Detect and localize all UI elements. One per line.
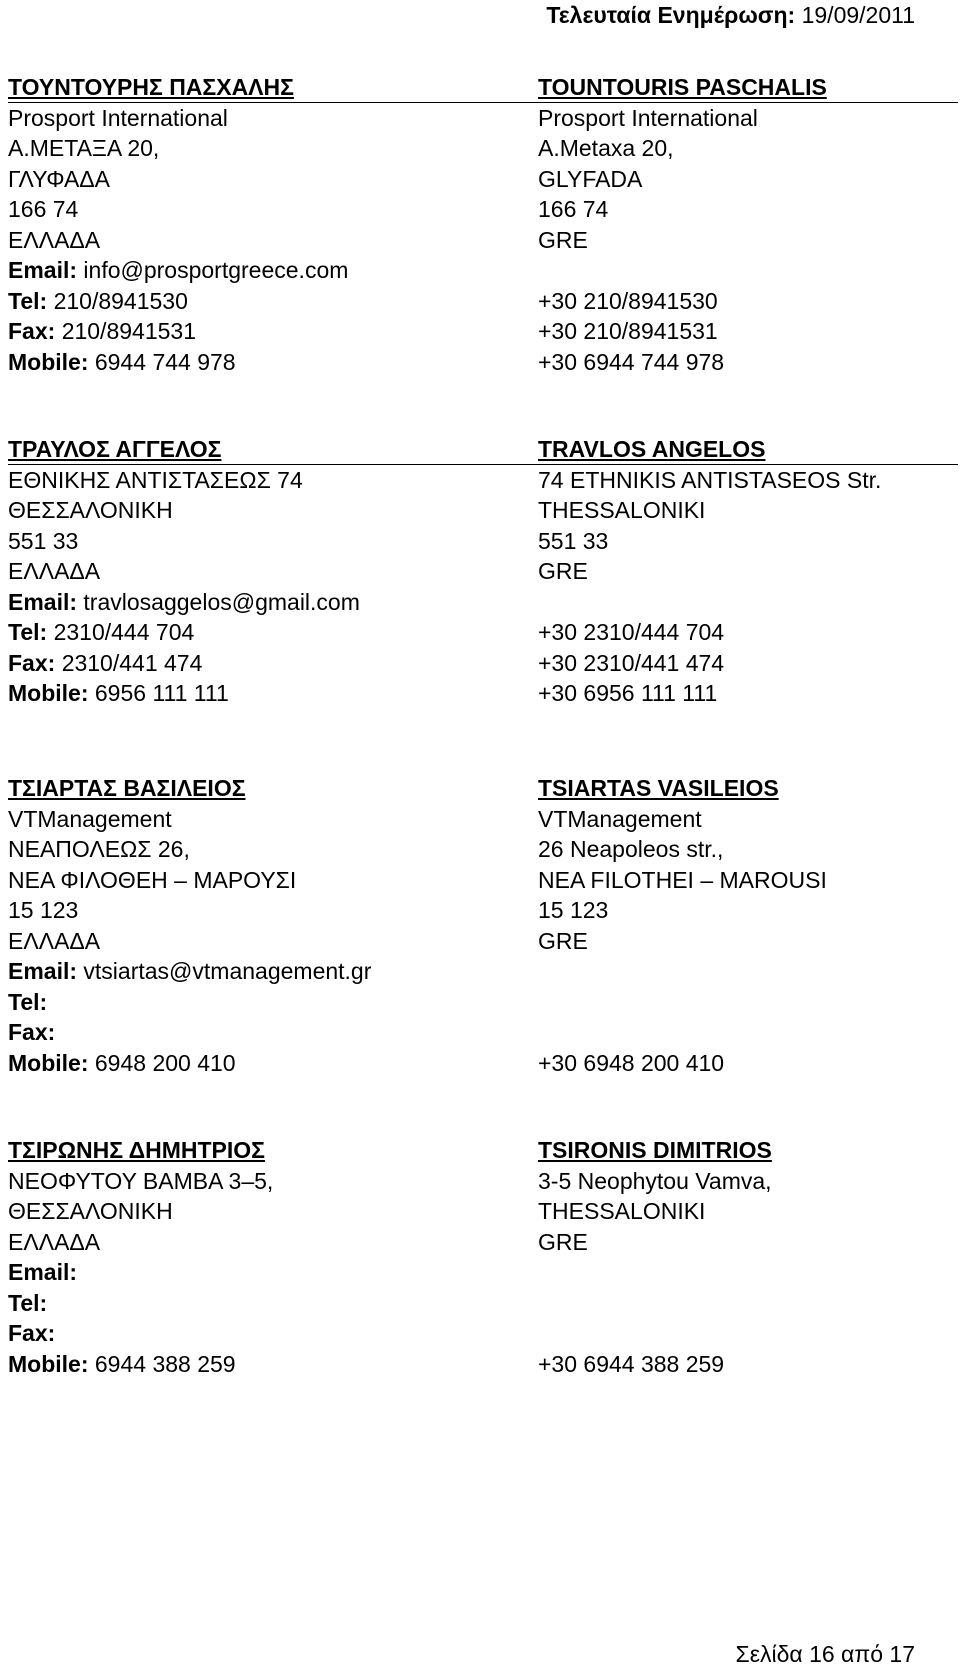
fax-value: 210/8941531 <box>61 318 196 344</box>
contact-name-row <box>8 1135 958 1166</box>
fax-label: Fax: <box>8 649 56 676</box>
fax-intl: +30 2310/441 474 <box>538 649 725 676</box>
mobile-value: 6956 111 111 <box>94 680 229 706</box>
mobile-intl: +30 6944 388 259 <box>538 1350 725 1377</box>
company-latin: Prosport International <box>538 104 758 131</box>
street-greek: ΕΘΝΙΚΗΣ ΑΝΤΙΣΤΑΣΕΩΣ 74 <box>8 466 303 493</box>
country-greek: ΕΛΛΑΔΑ <box>8 927 101 954</box>
mobile-value: 6948 200 410 <box>94 1049 236 1076</box>
country-greek: ΕΛΛΑΔΑ <box>8 1228 101 1255</box>
city-latin: NEA FILOTHEI – MAROUSI <box>538 866 827 893</box>
street-greek: ΝΕΑΠΟΛΕΩΣ 26, <box>8 836 190 862</box>
zip-row <box>8 895 958 926</box>
contact-entry <box>8 773 958 1078</box>
mobile-row <box>8 1048 958 1079</box>
mobile-row <box>8 678 958 709</box>
company-row <box>8 804 958 835</box>
name-latin: TSIRONIS DIMITRIOS <box>538 1137 772 1163</box>
street-latin: 26 Neapoleos str., <box>538 836 724 862</box>
contact-name-row <box>8 773 958 804</box>
email-row <box>8 255 958 286</box>
zip-greek: 166 74 <box>8 196 79 222</box>
email-row <box>8 587 958 618</box>
zip-greek: 551 33 <box>8 527 79 554</box>
name-greek: ΤΟΥΝΤΟΥΡΗΣ ΠΑΣΧΑΛΗΣ <box>8 74 294 100</box>
contact-entry <box>8 434 958 709</box>
zip-latin: 551 33 <box>538 527 609 554</box>
street-greek: ΝΕΟΦΥΤΟΥ ΒΑΜΒΑ 3–5, <box>8 1167 274 1194</box>
last-update-label: Τελευταία Ενημέρωση: <box>546 2 796 28</box>
email-value[interactable]: travlosaggelos@gmail.com <box>83 588 360 615</box>
contact-entry <box>8 1135 958 1379</box>
zip-row <box>8 194 958 225</box>
email-value[interactable]: info@prosportgreece.com <box>83 257 349 283</box>
country-latin: GRE <box>538 1228 588 1255</box>
street-row <box>8 1166 958 1197</box>
name-latin: TOUNTOURIS PASCHALIS <box>538 74 827 100</box>
street-row <box>8 133 958 164</box>
tel-row <box>8 286 958 317</box>
city-row <box>8 164 958 195</box>
tel-label: Tel: <box>8 1289 48 1316</box>
email-label: Email: <box>8 257 78 283</box>
tel-row <box>8 1288 958 1319</box>
mobile-label: Mobile: <box>8 348 89 375</box>
email-label: Email: <box>8 588 78 615</box>
email-row <box>8 1257 958 1288</box>
fax-label: Fax: <box>8 318 56 344</box>
city-latin: GLYFADA <box>538 165 643 192</box>
company-greek: Prosport International <box>8 104 228 131</box>
mobile-intl: +30 6956 111 111 <box>538 680 718 706</box>
country-greek: ΕΛΛΑΔΑ <box>8 558 101 584</box>
city-greek: ΓΛΥΦΑΔΑ <box>8 165 110 192</box>
fax-value: 2310/441 474 <box>61 649 203 676</box>
country-row <box>8 225 958 256</box>
mobile-label: Mobile: <box>8 680 89 706</box>
zip-latin: 166 74 <box>538 196 609 222</box>
country-latin: GRE <box>538 927 588 954</box>
street-greek: Α.ΜΕΤΑΞΑ 20, <box>8 135 160 161</box>
country-row <box>8 926 958 957</box>
city-latin: THESSALONIKI <box>538 497 706 523</box>
tel-value: 210/8941530 <box>53 287 188 314</box>
mobile-label: Mobile: <box>8 1049 89 1076</box>
name-greek: ΤΡΑΥΛΟΣ ΑΓΓΕΛΟΣ <box>8 436 222 462</box>
mobile-value: 6944 744 978 <box>94 348 236 375</box>
contact-name-row <box>8 72 958 103</box>
name-latin: TRAVLOS ANGELOS <box>538 436 766 462</box>
city-row <box>8 865 958 896</box>
fax-intl: +30 210/8941531 <box>538 318 718 344</box>
country-row <box>8 556 958 587</box>
name-greek: ΤΣΙΡΩΝΗΣ ΔΗΜΗΤΡΙΟΣ <box>8 1137 265 1163</box>
company-row <box>8 103 958 134</box>
fax-label: Fax: <box>8 1019 56 1045</box>
tel-row <box>8 987 958 1018</box>
fax-row <box>8 648 958 679</box>
city-greek: ΝΕΑ ΦΙΛΟΘΕΗ – ΜΑΡΟΥΣΙ <box>8 866 297 893</box>
tel-label: Tel: <box>8 619 48 645</box>
fax-row <box>8 1017 958 1048</box>
fax-row <box>8 1318 958 1349</box>
mobile-value: 6944 388 259 <box>94 1350 236 1377</box>
street-row <box>8 465 958 496</box>
name-greek: ΤΣΙΑΡΤΑΣ ΒΑΣΙΛΕΙΟΣ <box>8 775 246 801</box>
contact-entry <box>8 72 958 377</box>
mobile-intl: +30 6948 200 410 <box>538 1049 725 1076</box>
contact-name-row <box>8 434 958 465</box>
last-update-date: 19/09/2011 <box>801 2 915 28</box>
country-row <box>8 1227 958 1258</box>
street-latin: A.Metaxa 20, <box>538 135 674 161</box>
street-latin: 74 ETHNIKIS ANTISTASEOS Str. <box>538 466 882 493</box>
fax-label: Fax: <box>8 1320 56 1346</box>
city-latin: THESSALONIKI <box>538 1198 706 1224</box>
page-number: Σελίδα 16 από 17 <box>735 1641 915 1667</box>
city-greek: ΘΕΣΣΑΛΟΝΙΚΗ <box>8 497 173 523</box>
mobile-row <box>8 1349 958 1380</box>
email-row <box>8 956 958 987</box>
email-value[interactable]: vtsiartas@vtmanagement.gr <box>83 958 372 984</box>
zip-latin: 15 123 <box>538 897 609 923</box>
tel-intl: +30 210/8941530 <box>538 287 718 314</box>
city-greek: ΘΕΣΣΑΛΟΝΙΚΗ <box>8 1198 173 1224</box>
tel-row <box>8 617 958 648</box>
mobile-intl: +30 6944 744 978 <box>538 348 725 375</box>
country-greek: ΕΛΛΑΔΑ <box>8 226 101 253</box>
city-row <box>8 1196 958 1227</box>
tel-value: 2310/444 704 <box>53 619 195 645</box>
company-greek: VTManagement <box>8 805 172 832</box>
street-row <box>8 834 958 865</box>
country-latin: GRE <box>538 226 588 253</box>
zip-greek: 15 123 <box>8 897 79 923</box>
email-label: Email: <box>8 1259 78 1285</box>
fax-row <box>8 316 958 347</box>
email-label: Email: <box>8 958 78 984</box>
mobile-label: Mobile: <box>8 1350 89 1377</box>
country-latin: GRE <box>538 558 588 584</box>
name-latin: TSIARTAS VASILEIOS <box>538 775 779 801</box>
tel-label: Tel: <box>8 988 48 1015</box>
mobile-row <box>8 347 958 378</box>
last-update <box>546 0 915 30</box>
zip-row <box>8 526 958 557</box>
street-latin: 3-5 Neophytou Vamva, <box>538 1167 772 1194</box>
company-latin: VTManagement <box>538 805 702 832</box>
city-row <box>8 495 958 526</box>
tel-intl: +30 2310/444 704 <box>538 619 725 645</box>
tel-label: Tel: <box>8 287 48 314</box>
